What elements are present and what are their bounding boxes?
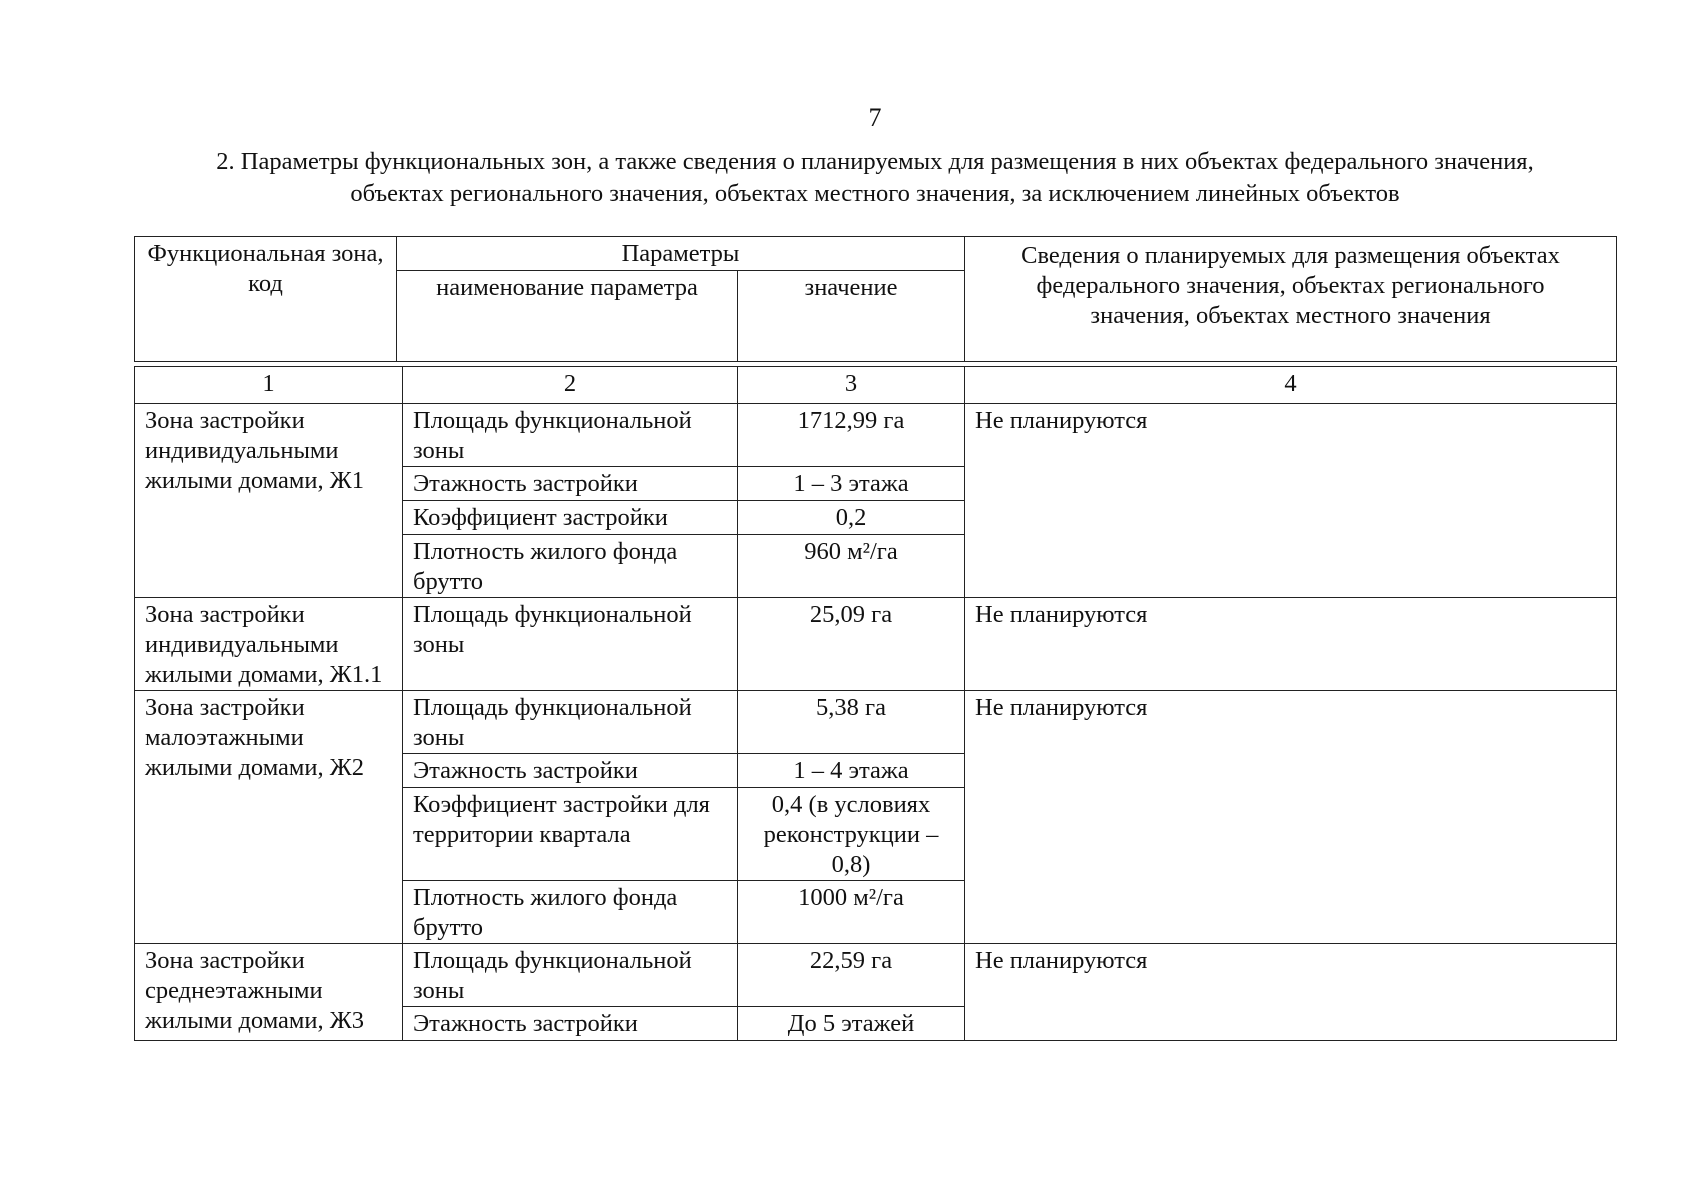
param-value-cell: До 5 этажей — [738, 1007, 965, 1041]
page-number: 7 — [868, 103, 882, 132]
zone-cell: Зона застройки малоэтажными жилыми домами, Ж2 — [135, 691, 403, 944]
info-cell: Не планируются — [965, 598, 1617, 691]
param-name-cell: Площадь функциональной зоны — [403, 691, 738, 754]
section-title-line-1: 2. Параметры функциональных зон, а также сведения о планируемых для размещения в них объектах федерального значения, — [216, 148, 1534, 175]
param-name-cell: Коэффициент застройки — [403, 501, 738, 535]
section-title-line-2: объектах регионального значения, объектах местного значения, за исключением линейных объектов — [350, 180, 1400, 207]
param-name-cell: Этажность застройки — [403, 1007, 738, 1041]
zone-cell: Зона застройки индивидуальными жилыми домами, Ж1 — [135, 404, 403, 598]
header-zone: Функциональная зона, код — [135, 237, 397, 362]
header-parameters: Параметры — [397, 237, 965, 271]
param-value-cell: 1712,99 га — [738, 404, 965, 467]
info-cell: Не планируются — [965, 944, 1617, 1041]
table-header — [134, 236, 1617, 362]
column-number: 3 — [738, 367, 965, 404]
column-number: 1 — [135, 367, 403, 404]
param-value-cell: 960 м²/га — [738, 535, 965, 598]
info-cell: Не планируются — [965, 691, 1617, 944]
param-name-cell: Этажность застройки — [403, 467, 738, 501]
table-row — [135, 598, 1617, 691]
param-name-cell: Площадь функциональной зоны — [403, 404, 738, 467]
column-number: 4 — [965, 367, 1617, 404]
param-value-cell: 22,59 га — [738, 944, 965, 1007]
table-row — [135, 691, 1617, 754]
param-name-cell: Площадь функциональной зоны — [403, 598, 738, 691]
param-name-cell: Плотность жилого фонда брутто — [403, 881, 738, 944]
table-row — [135, 944, 1617, 1007]
info-cell: Не планируются — [965, 404, 1617, 598]
param-value-cell: 1000 м²/га — [738, 881, 965, 944]
param-name-cell: Этажность застройки — [403, 754, 738, 788]
param-name-cell: Коэффициент застройки для территории квартала — [403, 788, 738, 881]
param-value-cell: 5,38 га — [738, 691, 965, 754]
table-row — [135, 404, 1617, 467]
column-numbers-row — [135, 367, 1617, 404]
param-value-cell: 0,4 (в условиях реконструкции – 0,8) — [738, 788, 965, 881]
header-info: Сведения о планируемых для размещения объектах федерального значения, объектах регионального значения, объектах местного значения — [965, 237, 1617, 362]
param-value-cell: 1 – 4 этажа — [738, 754, 965, 788]
param-value-cell: 0,2 — [738, 501, 965, 535]
column-number: 2 — [403, 367, 738, 404]
param-value-cell: 25,09 га — [738, 598, 965, 691]
param-name-cell: Плотность жилого фонда брутто — [403, 535, 738, 598]
parameters-table — [134, 366, 1617, 1041]
zone-cell: Зона застройки среднеэтажными жилыми домами, Ж3 — [135, 944, 403, 1041]
zone-cell: Зона застройки индивидуальными жилыми домами, Ж1.1 — [135, 598, 403, 691]
header-param-value: значение — [738, 271, 965, 362]
param-name-cell: Площадь функциональной зоны — [403, 944, 738, 1007]
section-title — [130, 146, 1620, 210]
header-param-name: наименование параметра — [397, 271, 738, 362]
param-value-cell: 1 – 3 этажа — [738, 467, 965, 501]
